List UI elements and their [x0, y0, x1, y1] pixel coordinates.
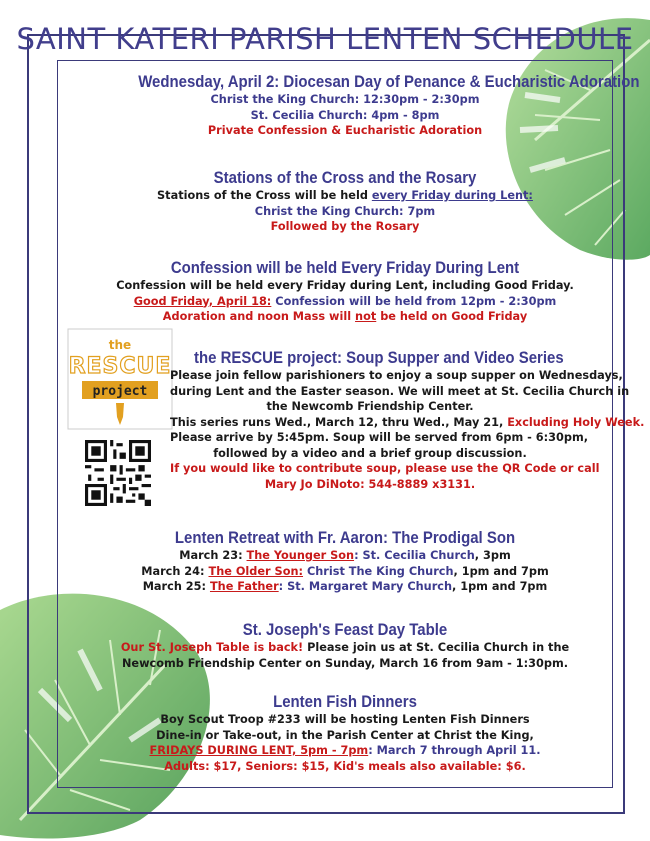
retreat-row: [110, 548, 580, 564]
text: Confession will be held from 12pm - 2:30pm: [271, 294, 557, 308]
line: Boy Scout Troop #233 will be hosting Lenten Fish Dinners: [160, 713, 530, 726]
line: Please arrive by 5:45pm. Soup will be served from 6pm - 6:30pm,: [170, 431, 589, 444]
line: Newcomb Friendship Center on Sunday, March 16 from 9am - 1:30pm.: [121, 656, 569, 670]
line: Please join fellow parishioners to enjoy a soup supper on Wednesdays,: [170, 369, 623, 382]
line: [110, 743, 580, 759]
section-rescue-project: [170, 348, 645, 492]
text: , 1pm and 7pm: [453, 564, 549, 578]
section-heading: the RESCUE project: Soup Supper and Video Series: [194, 348, 564, 367]
section-heading: Stations of the Cross and the Rosary: [213, 168, 477, 187]
section-heading: Wednesday, April 2: Diocesan Day of Penance & Eucharistic Adoration: [138, 72, 640, 91]
text: : St. Cecilia Church: [354, 549, 475, 562]
line: [110, 309, 580, 325]
text: : March 7 through April 11.: [368, 744, 541, 757]
line: Adults: $17, Seniors: $15, Kid's meals also available: $6.: [164, 759, 526, 773]
line: Christ the King Church: 7pm: [254, 204, 436, 218]
text: Adoration and noon Mass will: [162, 310, 356, 323]
logo-rescue: RESCUE: [68, 354, 172, 379]
text: : St. Margaret Mary Church: [278, 580, 453, 593]
text: , 1pm and 7pm: [452, 580, 548, 593]
line: Dine-in or Take-out, in the Parish Center at Christ the King,: [156, 728, 534, 742]
section-fish-dinners: [110, 692, 580, 774]
line: Private Confession & Eucharistic Adoration: [207, 124, 483, 137]
text: Excluding Holy Week.: [507, 415, 645, 429]
line: the Newcomb Friendship Center.: [266, 400, 474, 413]
section-confession: [110, 258, 580, 325]
section-heading: St. Joseph's Feast Day Table: [242, 620, 448, 639]
section-heading: Confession will be held Every Friday During Lent: [170, 258, 520, 277]
section-lenten-retreat: [110, 528, 580, 595]
line: If you would like to contribute soup, please use the QR Code or call: [170, 462, 600, 475]
retreat-title-link[interactable]: The Father: [209, 580, 279, 593]
text: Stations of the Cross will be held: [157, 189, 372, 202]
retreat-row: [110, 564, 580, 580]
text: not: [355, 310, 377, 323]
line: during Lent and the Easter season. We will meet at St. Cecilia Church in: [170, 384, 630, 398]
line: [110, 188, 580, 204]
text: This series runs Wed., March 12, thru Wed., May 21,: [170, 415, 508, 429]
retreat-title-link[interactable]: The Older Son:: [208, 564, 304, 578]
line: Followed by the Rosary: [270, 220, 420, 233]
line: [110, 640, 580, 656]
friday-link[interactable]: every Friday during Lent:: [371, 189, 533, 202]
text: Christ The King Church: [303, 564, 454, 578]
text: March 25:: [142, 580, 210, 593]
good-friday-link[interactable]: Good Friday, April 18:: [133, 294, 272, 308]
line: [170, 415, 645, 431]
retreat-title-link[interactable]: The Younger Son: [246, 549, 355, 562]
qr-code[interactable]: [85, 440, 151, 506]
line: Mary Jo DiNoto: 544-8889 x3131.: [264, 477, 476, 491]
text: March 24:: [141, 564, 209, 578]
line: [110, 294, 580, 310]
logo-the: the: [108, 338, 132, 352]
line: Confession will be held every Friday during Lent, including Good Friday.: [116, 279, 574, 292]
section-heading: Lenten Fish Dinners: [273, 692, 417, 711]
text: Our St. Joseph Table is back!: [120, 641, 304, 654]
text: March 23:: [179, 549, 247, 562]
page-title: SAINT KATERI PARISH LENTEN SCHEDULE: [16, 22, 634, 56]
section-heading: Lenten Retreat with Fr. Aaron: The Prodigal Son: [174, 528, 516, 547]
logo-project: project: [92, 384, 148, 399]
retreat-row: [110, 579, 580, 595]
text: Please join us at St. Cecilia Church in the: [303, 641, 570, 654]
section-day-of-penance: [110, 72, 640, 139]
rescue-project-logo: [60, 325, 180, 435]
section-st-joseph: [110, 620, 580, 671]
section-stations-rosary: [110, 168, 580, 235]
text: be held on Good Friday: [376, 310, 528, 323]
line: St. Cecilia Church: 4pm - 8pm: [250, 108, 440, 122]
line: Christ the King Church: 12:30pm - 2:30pm: [210, 93, 480, 106]
text: , 3pm: [474, 549, 511, 562]
line: followed by a video and a brief group discussion.: [213, 446, 527, 460]
fridays-link[interactable]: FRIDAYS DURING LENT, 5pm - 7pm: [149, 744, 369, 757]
